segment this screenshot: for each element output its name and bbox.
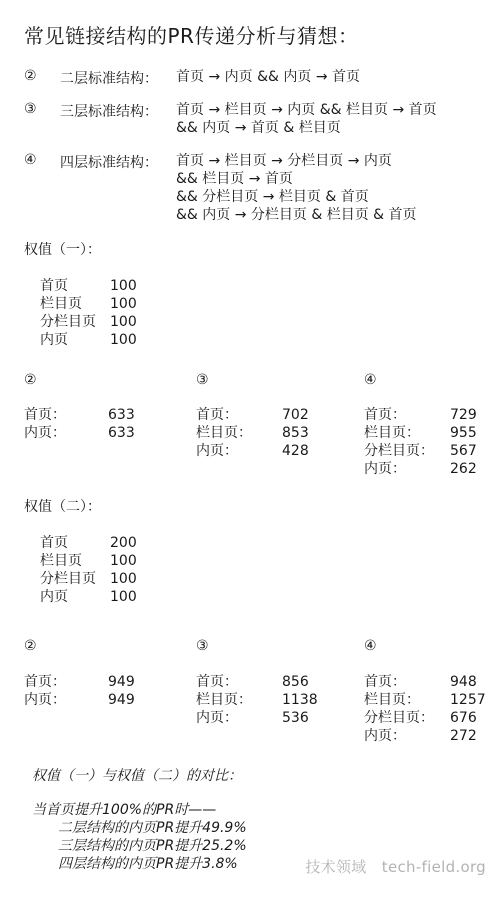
weight-item-name: 栏目页 <box>40 553 82 569</box>
comparison-line: 四层结构的内页PR提升3.8% <box>58 856 238 872</box>
result-name: 栏目页： <box>196 692 252 708</box>
result-row <box>364 406 494 424</box>
weight-item <box>40 313 137 331</box>
result-name: 分栏目页： <box>364 710 434 726</box>
w1-result-4-mark: ④ <box>364 372 377 388</box>
result-name: 栏目页： <box>364 692 420 708</box>
result-name: 首页： <box>364 407 406 423</box>
result-row <box>364 442 494 460</box>
result-value: 949 <box>108 674 135 690</box>
w1-result-2 <box>24 406 144 442</box>
result-name: 栏目页： <box>364 425 420 441</box>
result-value: 633 <box>108 425 135 441</box>
page-title: 常见链接结构的PR传递分析与猜想： <box>24 24 359 48</box>
structure-3-label: 三层标准结构： <box>60 104 158 120</box>
weight-item-name: 首页 <box>40 535 68 551</box>
structure-2-line: 首页 → 内页 && 内页 → 首页 <box>176 69 360 85</box>
result-value: 702 <box>282 407 309 423</box>
result-name: 首页： <box>196 674 238 690</box>
result-value: 536 <box>282 710 309 726</box>
result-name: 内页： <box>364 728 406 744</box>
weight-item <box>40 534 137 552</box>
result-row <box>196 424 316 442</box>
result-row <box>196 673 336 691</box>
result-value: 633 <box>108 407 135 423</box>
weight-item-name: 内页 <box>40 332 68 348</box>
result-name: 内页： <box>364 461 406 477</box>
weight-item-value: 100 <box>110 296 137 312</box>
result-row <box>196 406 316 424</box>
result-value: 1138 <box>282 692 318 708</box>
result-row <box>364 460 494 478</box>
result-name: 栏目页： <box>196 425 252 441</box>
result-value: 856 <box>282 674 309 690</box>
w2-result-2 <box>24 673 144 709</box>
w2-result-4 <box>364 673 494 745</box>
weight1-items <box>40 277 137 349</box>
weight-item <box>40 295 137 313</box>
weight-item-name: 分栏目页 <box>40 571 96 587</box>
structure-3-mark: ③ <box>24 101 37 117</box>
result-value: 948 <box>450 674 477 690</box>
result-row <box>196 442 316 460</box>
weight-item-name: 首页 <box>40 278 68 294</box>
result-row <box>24 673 144 691</box>
result-row <box>24 406 144 424</box>
result-value: 272 <box>450 728 477 744</box>
result-value: 853 <box>282 425 309 441</box>
result-value: 567 <box>450 443 477 459</box>
weight-item-value: 100 <box>110 553 137 569</box>
result-value: 676 <box>450 710 477 726</box>
weight-item <box>40 331 137 349</box>
weight-item <box>40 570 137 588</box>
result-value: 428 <box>282 443 309 459</box>
result-name: 内页： <box>24 692 66 708</box>
comparison-line: 二层结构的内页PR提升49.9% <box>58 820 247 836</box>
weight-item-value: 100 <box>110 278 137 294</box>
structure-3-line: && 内页 → 首页 & 栏目页 <box>176 120 341 136</box>
result-row <box>364 673 494 691</box>
result-row <box>24 424 144 442</box>
weight-item-value: 100 <box>110 589 137 605</box>
result-row <box>24 691 144 709</box>
result-row <box>196 709 336 727</box>
structure-3-line: 首页 → 栏目页 → 内页 && 栏目页 → 首页 <box>176 102 437 118</box>
weight2-items <box>40 534 137 606</box>
weight-item <box>40 552 137 570</box>
weight-item-name: 分栏目页 <box>40 314 96 330</box>
result-value: 955 <box>450 425 477 441</box>
result-name: 内页： <box>196 443 238 459</box>
w1-result-4 <box>364 406 494 478</box>
weight-item-value: 100 <box>110 571 137 587</box>
comparison-title: 权值（一）与权值（二）的对比： <box>32 768 242 784</box>
structure-2-label: 二层标准结构： <box>60 71 158 87</box>
w2-result-3-mark: ③ <box>196 638 209 654</box>
result-name: 内页： <box>196 710 238 726</box>
structure-4-line: && 栏目页 → 首页 <box>176 171 293 187</box>
structure-4-label: 四层标准结构： <box>60 155 158 171</box>
comparison-line: 三层结构的内页PR提升25.2% <box>58 838 247 854</box>
weight-item-name: 栏目页 <box>40 296 82 312</box>
result-row <box>196 691 336 709</box>
result-value: 1257 <box>450 692 486 708</box>
weight-item-value: 200 <box>110 535 137 551</box>
result-row <box>364 424 494 442</box>
w2-result-2-mark: ② <box>24 638 37 654</box>
w2-result-3 <box>196 673 336 727</box>
result-name: 首页： <box>196 407 238 423</box>
result-row <box>364 709 494 727</box>
result-name: 首页： <box>364 674 406 690</box>
weight2-heading: 权值（二）： <box>24 499 101 515</box>
w1-result-2-mark: ② <box>24 372 37 388</box>
result-name: 内页： <box>24 425 66 441</box>
structure-4-mark: ④ <box>24 152 37 168</box>
result-name: 分栏目页： <box>364 443 434 459</box>
result-name: 首页： <box>24 674 66 690</box>
comparison-intro: 当首页提升100%的PR时—— <box>32 802 217 818</box>
structure-2-mark: ② <box>24 68 37 84</box>
weight-item-name: 内页 <box>40 589 68 605</box>
weight-item-value: 100 <box>110 332 137 348</box>
structure-4-line: 首页 → 栏目页 → 分栏目页 → 内页 <box>176 153 392 169</box>
watermark-text: 技术领域 tech-field.org <box>305 858 486 876</box>
result-value: 262 <box>450 461 477 477</box>
w2-result-4-mark: ④ <box>364 638 377 654</box>
w1-result-3-mark: ③ <box>196 372 209 388</box>
result-name: 首页： <box>24 407 66 423</box>
structure-4-line: && 分栏目页 → 栏目页 & 首页 <box>176 189 369 205</box>
result-value: 949 <box>108 692 135 708</box>
weight-item-value: 100 <box>110 314 137 330</box>
weight-item <box>40 277 137 295</box>
result-row <box>364 727 494 745</box>
structure-4-line: && 内页 → 分栏目页 & 栏目页 & 首页 <box>176 207 417 223</box>
w1-result-3 <box>196 406 316 460</box>
result-value: 729 <box>450 407 477 423</box>
weight-item <box>40 588 137 606</box>
weight1-heading: 权值（一）： <box>24 242 101 258</box>
result-row <box>364 691 494 709</box>
